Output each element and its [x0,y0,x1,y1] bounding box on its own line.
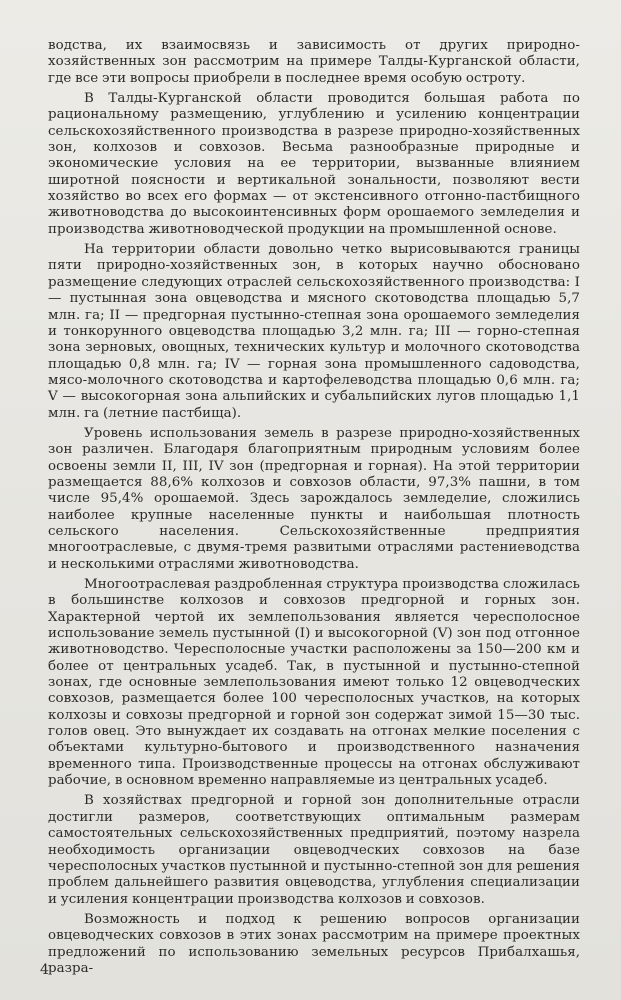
page-number: 4 [40,962,49,978]
paragraph-land-use-level: Уровень использования земель в разрезе природно-хозяйственных зон различен. Благодаря благоприятным природным условиям более освоены земли II, III, IV зон (предгорная и горная). На этой территории размещается 88,6% колхозов и совхозов области, 97,3% пашни, в том числе 95,4% орошаемой. Здесь зарождалось земледелие, сложились наиболее крупные населенные пункты и наибольшая плотность сельского населения. Сельскохозяйственные предприятия многоотраслевые, с двумя-тремя развитыми отраслями растениеводства и несколькими отраслями животноводства. [48,425,580,572]
paragraph-balkhash-proposals: Возможность и подход к решению вопросов организации овцеводческих совхозов в этих зонах рассмотрим на примере проектных предложений по использованию земельных ресурсов Прибалхашья, разра- [48,911,580,976]
paragraph-fragmented-structure: Многоотраслевая раздробленная структура производства сложилась в большинстве колхозов и совхозов предгорной и горных зон. Характерной чертой их землепользования является чересполосное использование земель пустынной (I) и высокогорной (V) зон под отгонное животноводство. Чересполосные участки расположены за 150—200 км и более от центральных усадеб. Так, в пустынной и пустынно-степной зонах, где основные землепользования имеют только 12 овцеводческих совхозов, размещается более 100 чересполосных участков, на которых колхозы и совхозы предгорной и горной зон содержат зимой 15—30 тыс. голов овец. Это вынуждает их создавать на отгонах мелкие поселения с объектами культурно-бытового и производственного назначения временного типа. Производственные процессы на отгонах обслуживают рабочие, в основном временно направляемые из центральных усадеб. [48,577,580,789]
body-text [48,38,580,977]
paragraph-five-zones: На территории области довольно четко вырисовываются границы пяти природно-хозяйственных зон, в которых научно обосновано размещение следующих отраслей сельскохозяйственного производства: I — пустынная зона овцеводства и мясного скотоводства площадью 5,7 млн. га; II — предгорная пустынно-степная зона орошаемого земледелия и тонкорунного овцеводства площадью 3,2 млн. га; III — горно-степная зона зерновых, овощных, технических культур и молочного скотоводства площадью 0,8 млн. га; IV — горная зона промышленного садоводства, мясо-молочного скотоводства и картофелеводства площадью 0,6 млн. га; V — высокогорная зона альпийских и субальпийских лугов площадью 1,1 млн. га (летние пастбища). [48,242,580,421]
paragraph-sheep-farms: В хозяйствах предгорной и горной зон дополнительные отрасли достигли размеров, соответствующих оптимальным размерам самостоятельных сельскохозяйственных предприятий, поэтому назрела необходимость организации овцеводческих совхозов на базе чересполосных участков пустынной и пустынно-степной зон для решения проблем дальнейшего развития овцеводства, углубления специализации и усиления концентрации производства колхозов и совхозов. [48,793,580,907]
paragraph-region-overview: В Талды-Курганской области проводится большая работа по рациональному размещению, углублению и усилению концентрации сельскохозяйственного производства в разрезе природно-хозяйственных зон, колхозов и совхозов. Весьма разнообразные природные и экономические условия на ее территории, вызванные влиянием широтной поясности и вертикальной зональности, позволяют вести хозяйство во всех его формах — от экстенсивного отгонно-пастбищного животноводства до высокоинтенсивных форм орошаемого земледелия и производства животноводческой продукции на промышленной основе. [48,91,580,237]
paragraph-continuation: водства, их взаимосвязь и зависимость от других природно-хозяйственных зон рассмотрим на примере Талды-Курганской области, где все эти вопросы приобрели в последнее время особую остроту. [48,38,580,86]
